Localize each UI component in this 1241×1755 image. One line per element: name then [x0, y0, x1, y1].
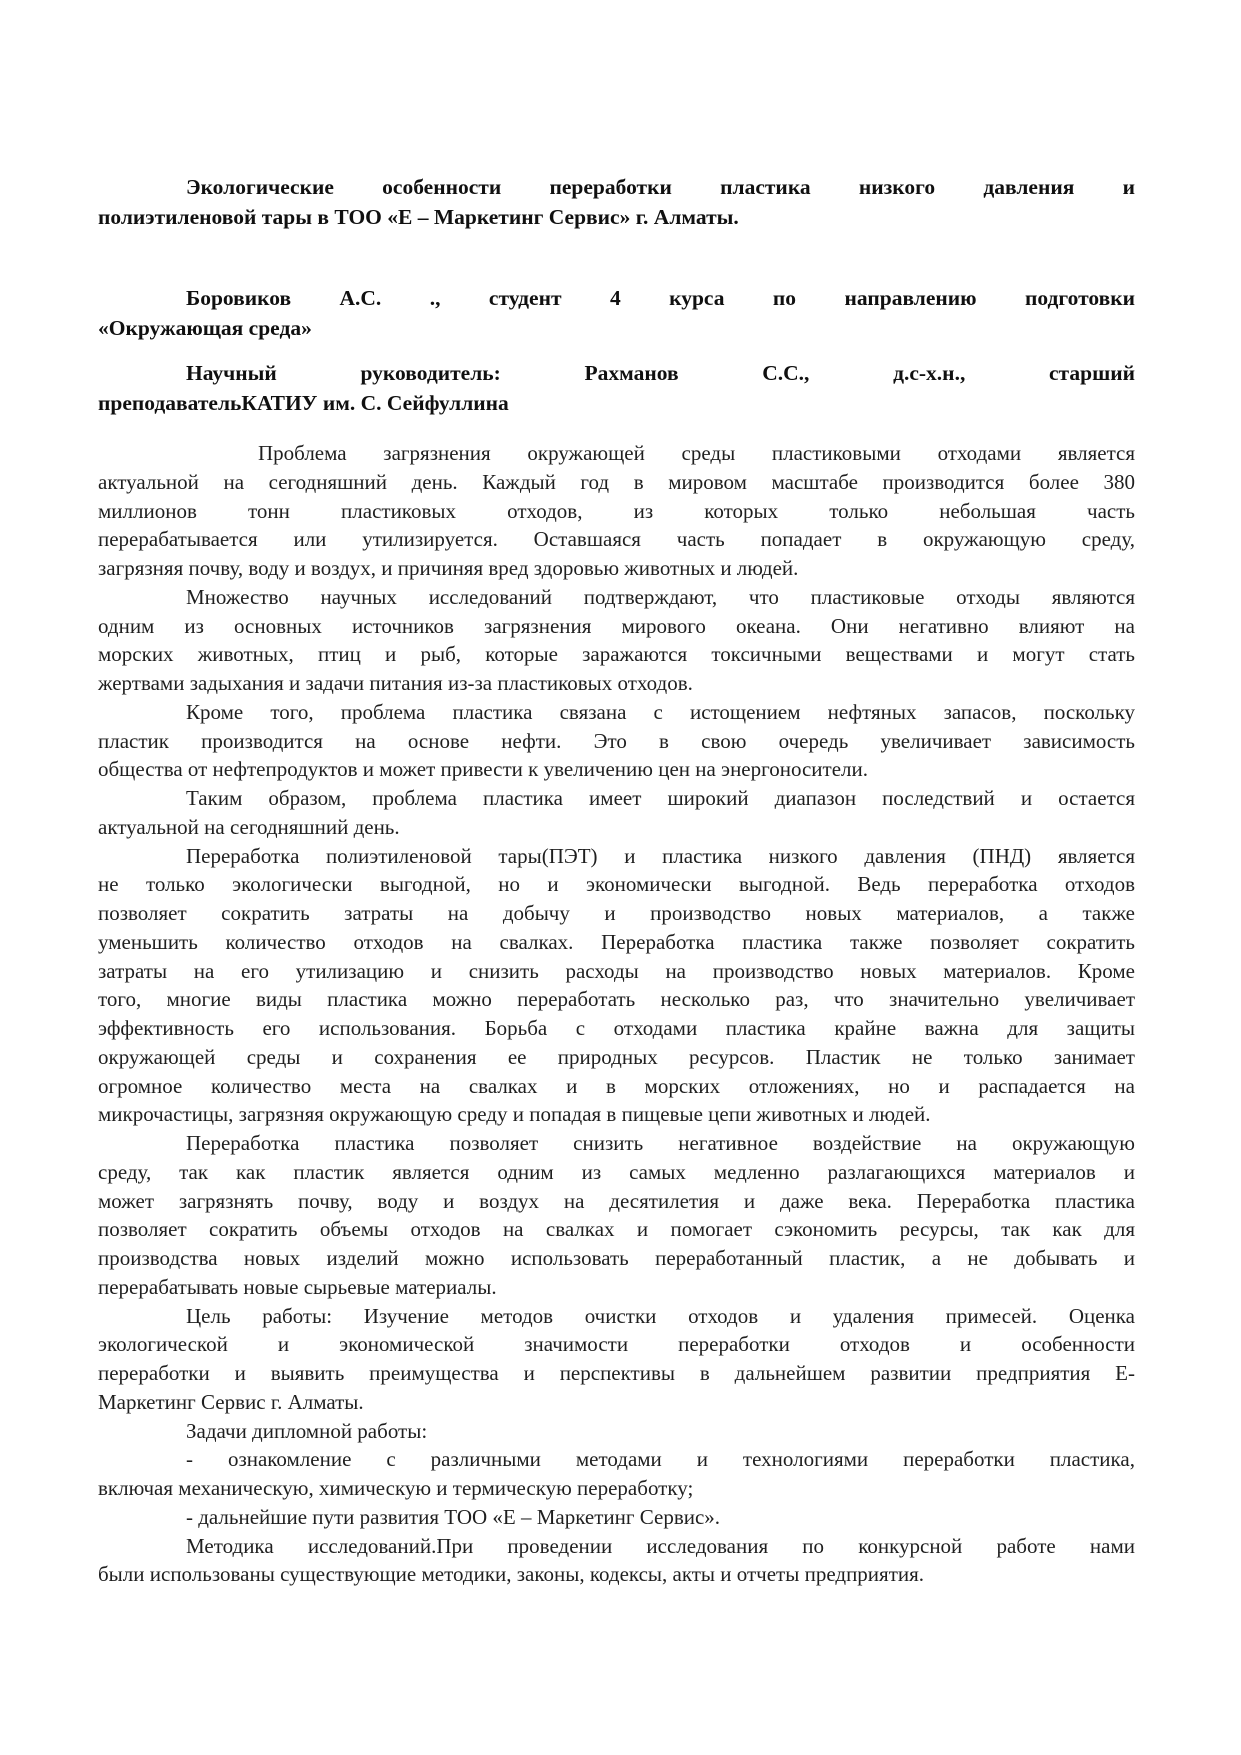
- paragraph-line: огромное количество места на свалках и в морских отложениях, но и распадается на: [98, 1073, 1135, 1098]
- paragraph-line: пластик производится на основе нефти. Это в свою очередь увеличивает зависимость: [98, 728, 1135, 753]
- paragraph-line: одним из основных источников загрязнения мирового океана. Они негативно влияют на: [98, 613, 1135, 638]
- body-paragraph: [98, 1532, 1135, 1590]
- paragraph-line: Множество научных исследований подтверждают, что пластиковые отходы являются: [186, 584, 1135, 609]
- document-content: [98, 172, 1135, 1589]
- paragraph-line: позволяет сократить объемы отходов на свалках и помогает сэкономить ресурсы, так как для: [98, 1217, 1135, 1242]
- body-paragraph: [98, 1445, 1135, 1503]
- paragraph-line: перерабатывать новые сырьевые материалы.: [98, 1274, 497, 1299]
- paragraph-line: перерабатывается или утилизируется. Оставшаяся часть попадает в окружающую среду,: [98, 527, 1135, 552]
- author-block: [98, 283, 1135, 343]
- body-paragraph: [98, 698, 1135, 784]
- paragraph-line: общества от нефтепродуктов и может привести к увеличению цен на энергоносители.: [98, 757, 869, 782]
- paragraph-line: морских животных, птиц и рыб, которые заражаются токсичными веществами и могут стать: [98, 642, 1135, 667]
- body-paragraph: [98, 1302, 1135, 1417]
- document-title: [98, 172, 1135, 232]
- paragraph-line: миллионов тонн пластиковых отходов, из которых только небольшая часть: [98, 498, 1135, 523]
- paragraph-line: актуальной на сегодняшний день. Каждый год в мировом масштабе производится более 380: [98, 469, 1135, 494]
- supervisor-block: [98, 358, 1135, 418]
- body-paragraph: [98, 842, 1135, 1130]
- body-paragraph: [98, 1129, 1135, 1302]
- paragraph-line: затраты на его утилизацию и снизить расходы на производство новых материалов. Кроме: [98, 958, 1135, 983]
- paragraph-line: Кроме того, проблема пластика связана с истощением нефтяных запасов, поскольку: [186, 699, 1135, 724]
- title-line: Экологические особенности переработки пластика низкого давления и: [186, 175, 1135, 199]
- paragraph-line: Таким образом, проблема пластика имеет широкий диапазон последствий и остается: [186, 786, 1135, 810]
- paragraph-line: того, многие виды пластика можно переработать несколько раз, что значительно увеличивает: [98, 987, 1135, 1012]
- paragraph-line: среду, так как пластик является одним из самых медленно разлагающихся материалов и: [98, 1159, 1135, 1184]
- paragraph-line: включая механическую, химическую и термическую переработку;: [98, 1476, 694, 1500]
- paragraph-line: Задачи дипломной работы:: [186, 1418, 428, 1443]
- paragraph-line: загрязняя почву, воду и воздух, и причиняя вред здоровью животных и людей.: [98, 556, 799, 580]
- paragraph-line: уменьшить количество отходов на свалках. Переработка пластика также позволяет сократить: [98, 929, 1135, 954]
- paragraph-line: Переработка полиэтиленовой тары(ПЭТ) и пластика низкого давления (ПНД) является: [186, 843, 1135, 868]
- paragraph-line: не только экологически выгодной, но и экономически выгодной. Ведь переработка отходов: [98, 872, 1135, 897]
- supervisor-line: Научный руководитель: Рахманов С.С., д.с-х.н., старший: [186, 361, 1135, 385]
- paragraph-line: производства новых изделий можно использовать переработанный пластик, а не добывать и: [98, 1246, 1135, 1270]
- paragraph-line: Цель работы: Изучение методов очистки отходов и удаления примесей. Оценка: [186, 1303, 1135, 1328]
- paragraph-line: окружающей среды и сохранения ее природных ресурсов. Пластик не только занимает: [98, 1044, 1135, 1069]
- author-line: Боровиков А.С. ., студент 4 курса по направлению подготовки: [186, 286, 1135, 310]
- paragraph-line: переработки и выявить преимущества и перспективы в дальнейшем развитии предприятия Е-: [98, 1361, 1135, 1385]
- paragraph-line: Маркетинг Сервис г. Алматы.: [98, 1389, 364, 1414]
- paragraph-line: эффективность его использования. Борьба с отходами пластика крайне важна для защиты: [98, 1016, 1135, 1040]
- paragraph-line: микрочастицы, загрязняя окружающую среду и попадая в пищевые цепи животных и людей.: [98, 1102, 931, 1127]
- body-paragraph: [98, 1503, 1135, 1532]
- paragraph-line: может загрязнять почву, воду и воздух на десятилетия и даже века. Переработка пластика: [98, 1188, 1135, 1213]
- paragraph-line: Методика исследований.При проведении исследования по конкурсной работе нами: [186, 1533, 1135, 1558]
- body-paragraph: [98, 583, 1135, 698]
- body-text: [98, 439, 1135, 1589]
- paragraph-line: позволяет сократить затраты на добычу и производство новых материалов, а также: [98, 901, 1135, 925]
- author-line: «Окружающая среда»: [98, 316, 312, 340]
- paragraph-line: были использованы существующие методики, законы, кодексы, акты и отчеты предприятия.: [98, 1562, 925, 1587]
- paragraph-line: - ознакомление с различными методами и технологиями переработки пластика,: [186, 1447, 1135, 1472]
- body-paragraph: [98, 1417, 1135, 1446]
- body-paragraph: [98, 439, 1135, 583]
- body-paragraph: [98, 784, 1135, 842]
- paragraph-line: актуальной на сегодняшний день.: [98, 814, 400, 839]
- paragraph-line: экологической и экономической значимости переработки отходов и особенности: [98, 1332, 1135, 1357]
- paragraph-line: жертвами задыхания и задачи питания из-за пластиковых отходов.: [98, 671, 693, 695]
- paragraph-line: Проблема загрязнения окружающей среды пластиковыми отходами является: [258, 441, 1135, 465]
- paragraph-line: - дальнейшие пути развития ТОО «Е – Маркетинг Сервис».: [186, 1504, 721, 1529]
- title-line: полиэтиленовой тары в ТОО «Е – Маркетинг Сервис» г. Алматы.: [98, 205, 739, 229]
- supervisor-line: преподавательКАТИУ им. С. Сейфуллина: [98, 391, 509, 415]
- paragraph-line: Переработка пластика позволяет снизить негативное воздействие на окружающую: [186, 1131, 1135, 1155]
